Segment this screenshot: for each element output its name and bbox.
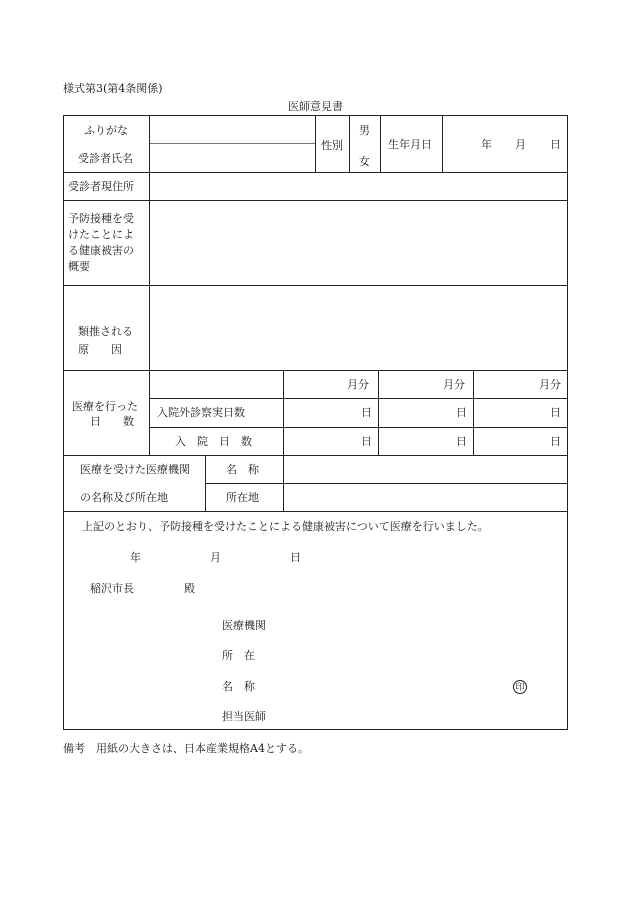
summary-label-line: 概要 [68,260,90,273]
day-unit: 日 [550,406,561,419]
institution-label-line: の名称及び所在地 [80,491,168,504]
column-divider [378,370,379,455]
honorific: 殿 [184,582,195,595]
statement-year-unit: 年 [130,551,141,564]
row-divider [149,398,568,399]
birth-date-label: 生年月日 [388,138,432,151]
location-label: 所 在 [222,649,255,662]
column-divider [349,115,350,172]
inpatient-days-label: 入 院 日 数 [175,435,252,448]
medical-institution-label: 医療機関 [222,619,266,632]
sex-label: 性別 [321,139,343,152]
institution-address-field[interactable] [284,484,567,510]
summary-label-line: けたことによ [68,228,134,241]
seal-mark: 印 [513,680,527,694]
row-divider [63,370,568,371]
addressee: 稲沢市長 [90,582,134,595]
health-damage-summary-field[interactable] [150,201,567,284]
column-divider [442,115,443,172]
column-divider [473,370,474,455]
statement-day-unit: 日 [290,551,301,564]
row-divider [63,511,568,512]
day-unit: 日 [550,435,561,448]
sex-male-option[interactable]: 男 [359,124,370,137]
day-unit: 日 [456,406,467,419]
cause-label-line: 原 因 [78,343,122,356]
presumed-cause-field[interactable] [150,286,567,369]
form-title: 医師意見書 [288,100,343,113]
cause-label-line: 類推される [78,325,133,338]
row-divider [149,427,568,428]
patient-address-label: 受診者現住所 [68,180,134,193]
summary-label-line: る健康被害の [68,244,134,257]
patient-name-label: 受診者氏名 [78,152,133,165]
institution-name-label: 名 称 [226,463,259,476]
sex-female-option[interactable]: 女 [359,155,370,168]
column-divider [315,115,316,172]
treatment-days-label-line: 医療を行った [72,400,138,413]
month-unit: 月分 [539,378,561,391]
column-divider [205,455,206,511]
furigana-field[interactable] [150,116,314,142]
birth-month-unit: 月 [515,138,526,151]
summary-label-line: 予防接種を受 [68,212,134,225]
statement-text: 上記のとおり、予防接種を受けたことによる健康被害について医療を行いました。 [82,520,489,533]
day-unit: 日 [361,435,372,448]
furigana-label: ふりがな [84,124,128,137]
institution-address-label: 所在地 [226,491,259,504]
statement-month-unit: 月 [210,551,221,564]
treatment-days-label-line: 日 数 [90,415,134,428]
outpatient-days-label: 入院外診察実日数 [157,406,245,419]
column-divider [380,115,381,172]
birth-day-unit: 日 [550,138,561,151]
patient-address-field[interactable] [150,173,567,199]
footnote: 備考 用紙の大きさは、日本産業規格A4とする。 [63,742,309,755]
birth-year-unit: 年 [481,138,492,151]
institution-name-field[interactable] [284,456,567,482]
month-unit: 月分 [347,378,369,391]
signature-name-label: 名 称 [222,680,255,693]
day-unit: 日 [361,406,372,419]
doctor-label: 担当医師 [222,710,266,723]
institution-label-line: 医療を受けた医療機関 [80,463,190,476]
form-number: 様式第3(第4条関係) [63,82,163,95]
day-unit: 日 [456,435,467,448]
patient-name-field[interactable] [150,144,314,171]
month-unit: 月分 [443,378,465,391]
